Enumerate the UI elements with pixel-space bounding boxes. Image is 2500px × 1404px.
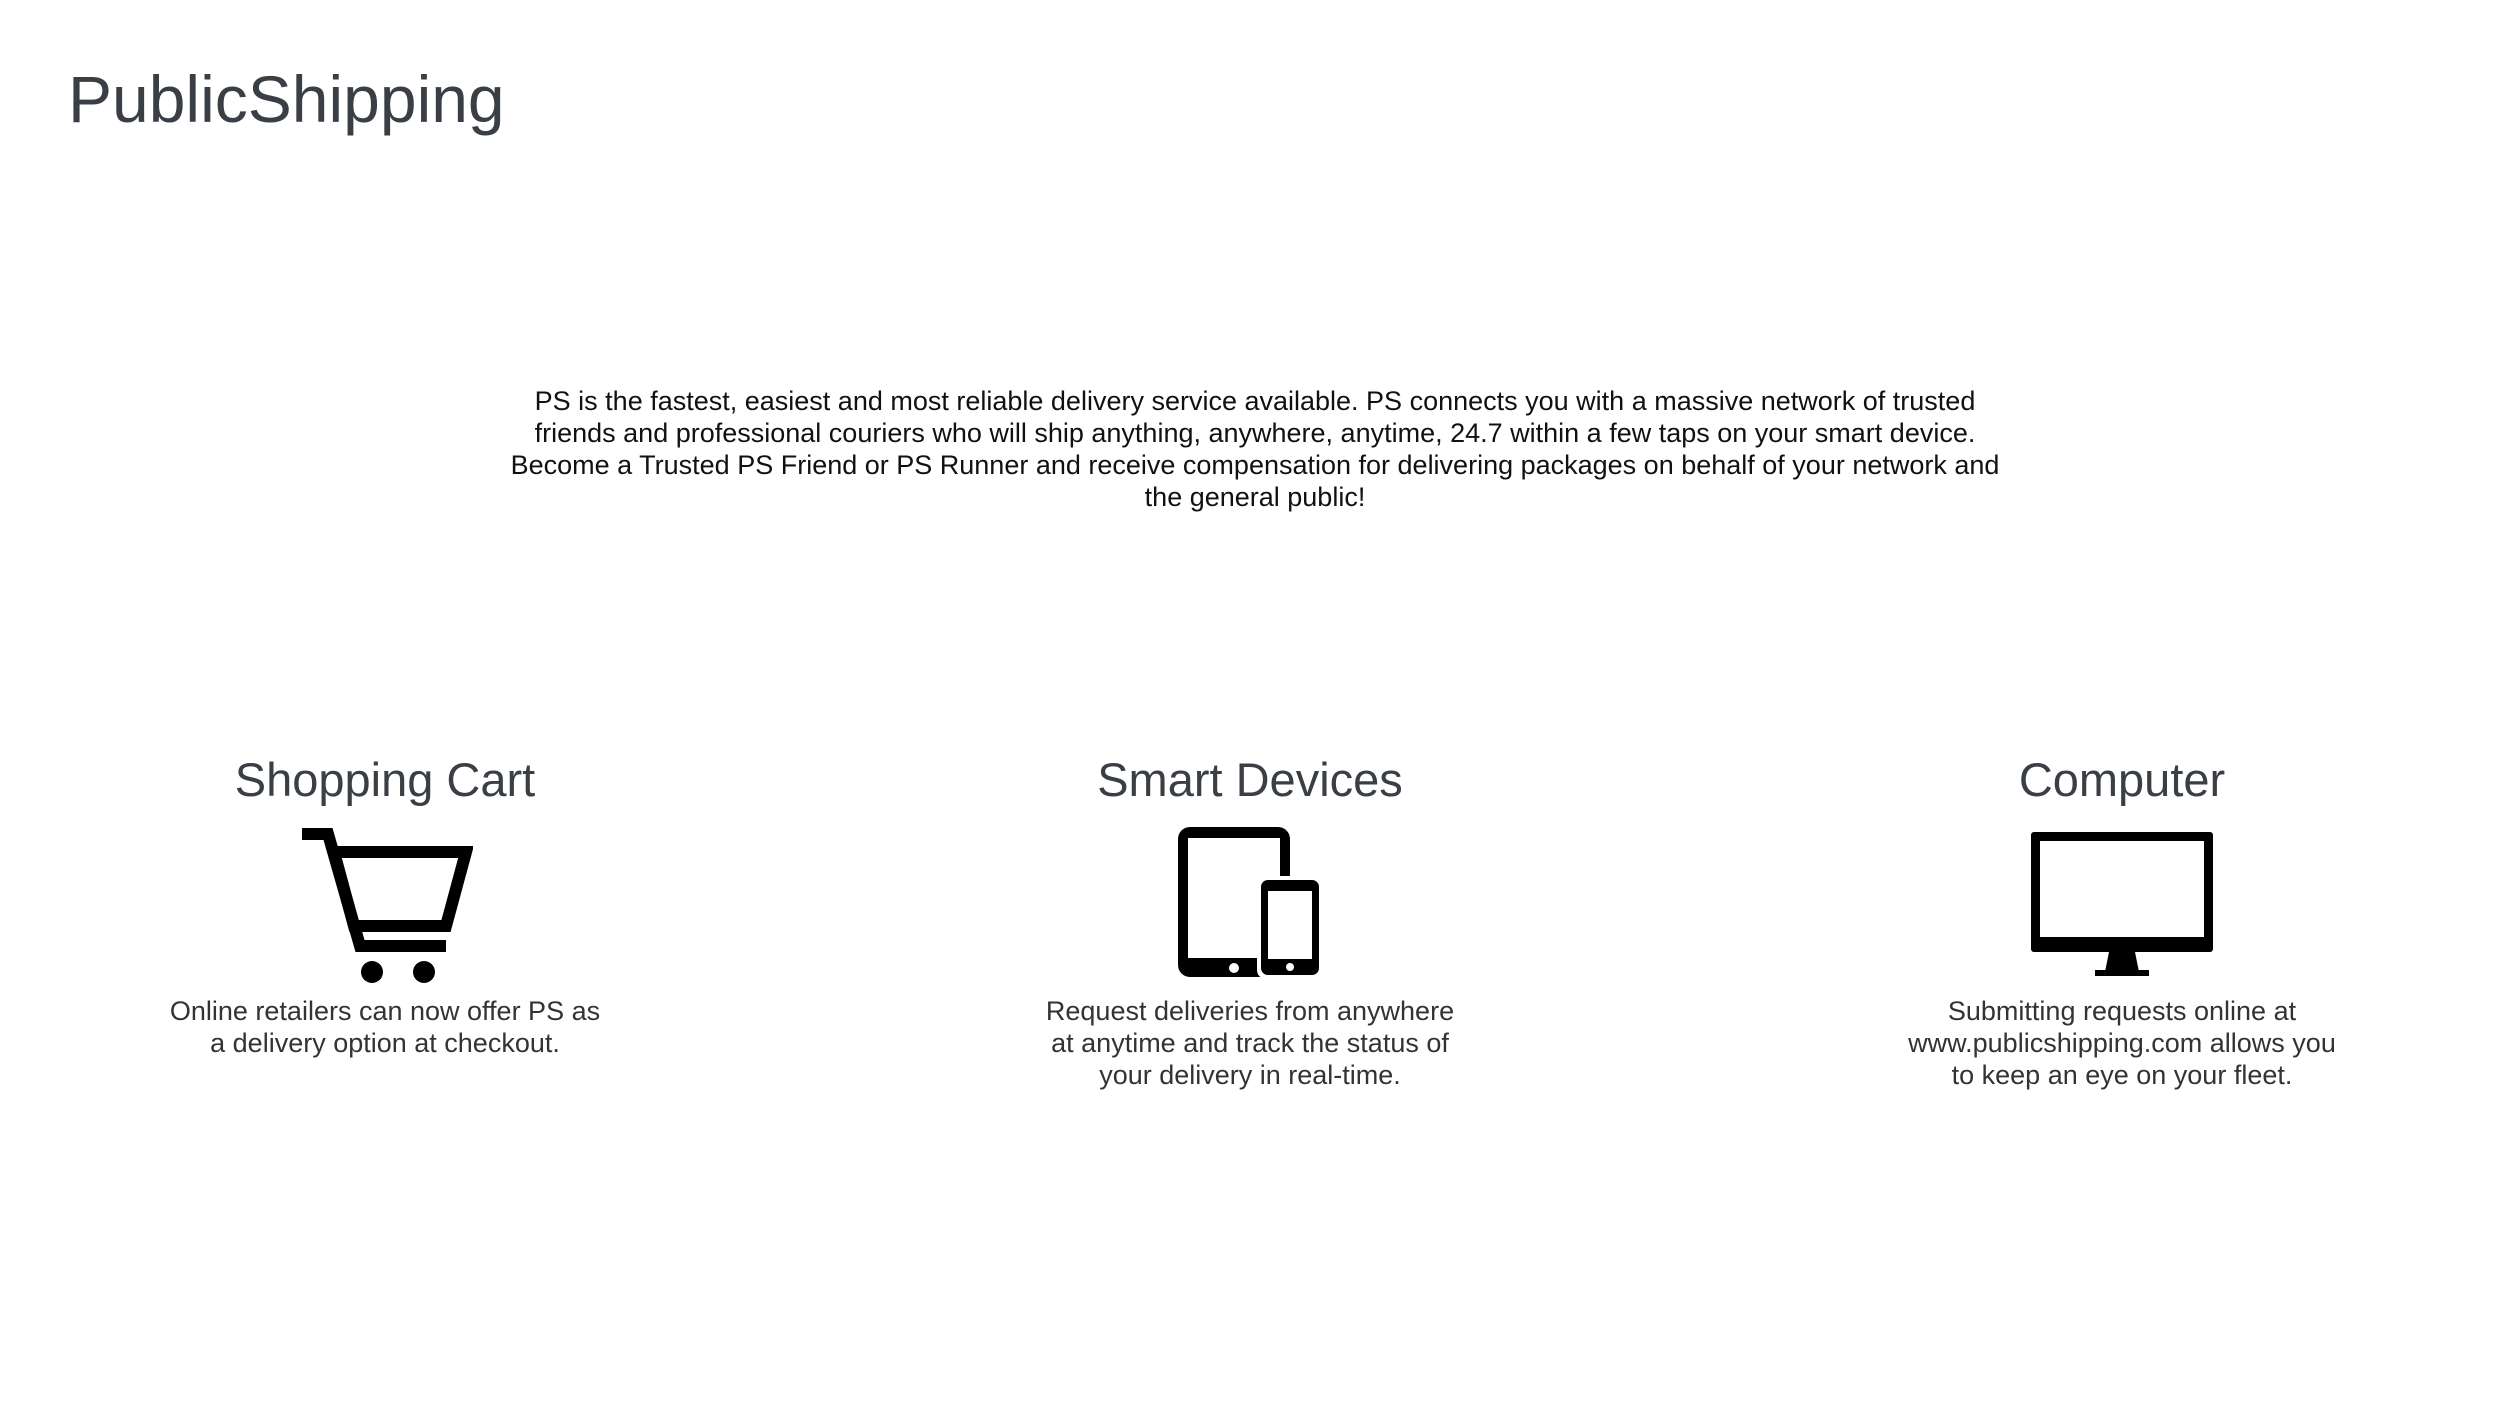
intro-paragraph: PS is the fastest, easiest and most reliable delivery service available. PS connects you with a massive network of trusted friends and professional couriers who will ship anything, anywhere, anytime, 24.7 within a few taps on your smart device. Become a Trusted PS Friend or PS Runner and receive compensation for delivering packages on behalf of your network and the general public! [510, 386, 2000, 512]
feature-smart-devices [990, 752, 1510, 1091]
features-section [0, 752, 2500, 1132]
feature-description: Online retailers can now offer PS as a delivery option at checkout. [169, 996, 601, 1058]
brand-logo-text[interactable]: PublicShipping [68, 62, 505, 136]
feature-shopping-cart [125, 752, 645, 1059]
feature-title: Shopping Cart [234, 753, 536, 806]
shopping-cart-icon [298, 824, 473, 984]
feature-title: Computer [2018, 753, 2226, 806]
tablet-phone-icon [1175, 824, 1325, 982]
feature-description: Request deliveries from anywhere at anytime and track the status of your delivery in real-time. [1045, 996, 1455, 1090]
feature-computer [1862, 752, 2382, 1091]
feature-title: Smart Devices [1097, 753, 1403, 806]
feature-description: Submitting requests online at www.publicshipping.com allows you to keep an eye on your fleet. [1908, 996, 2336, 1090]
monitor-icon [2027, 824, 2217, 984]
